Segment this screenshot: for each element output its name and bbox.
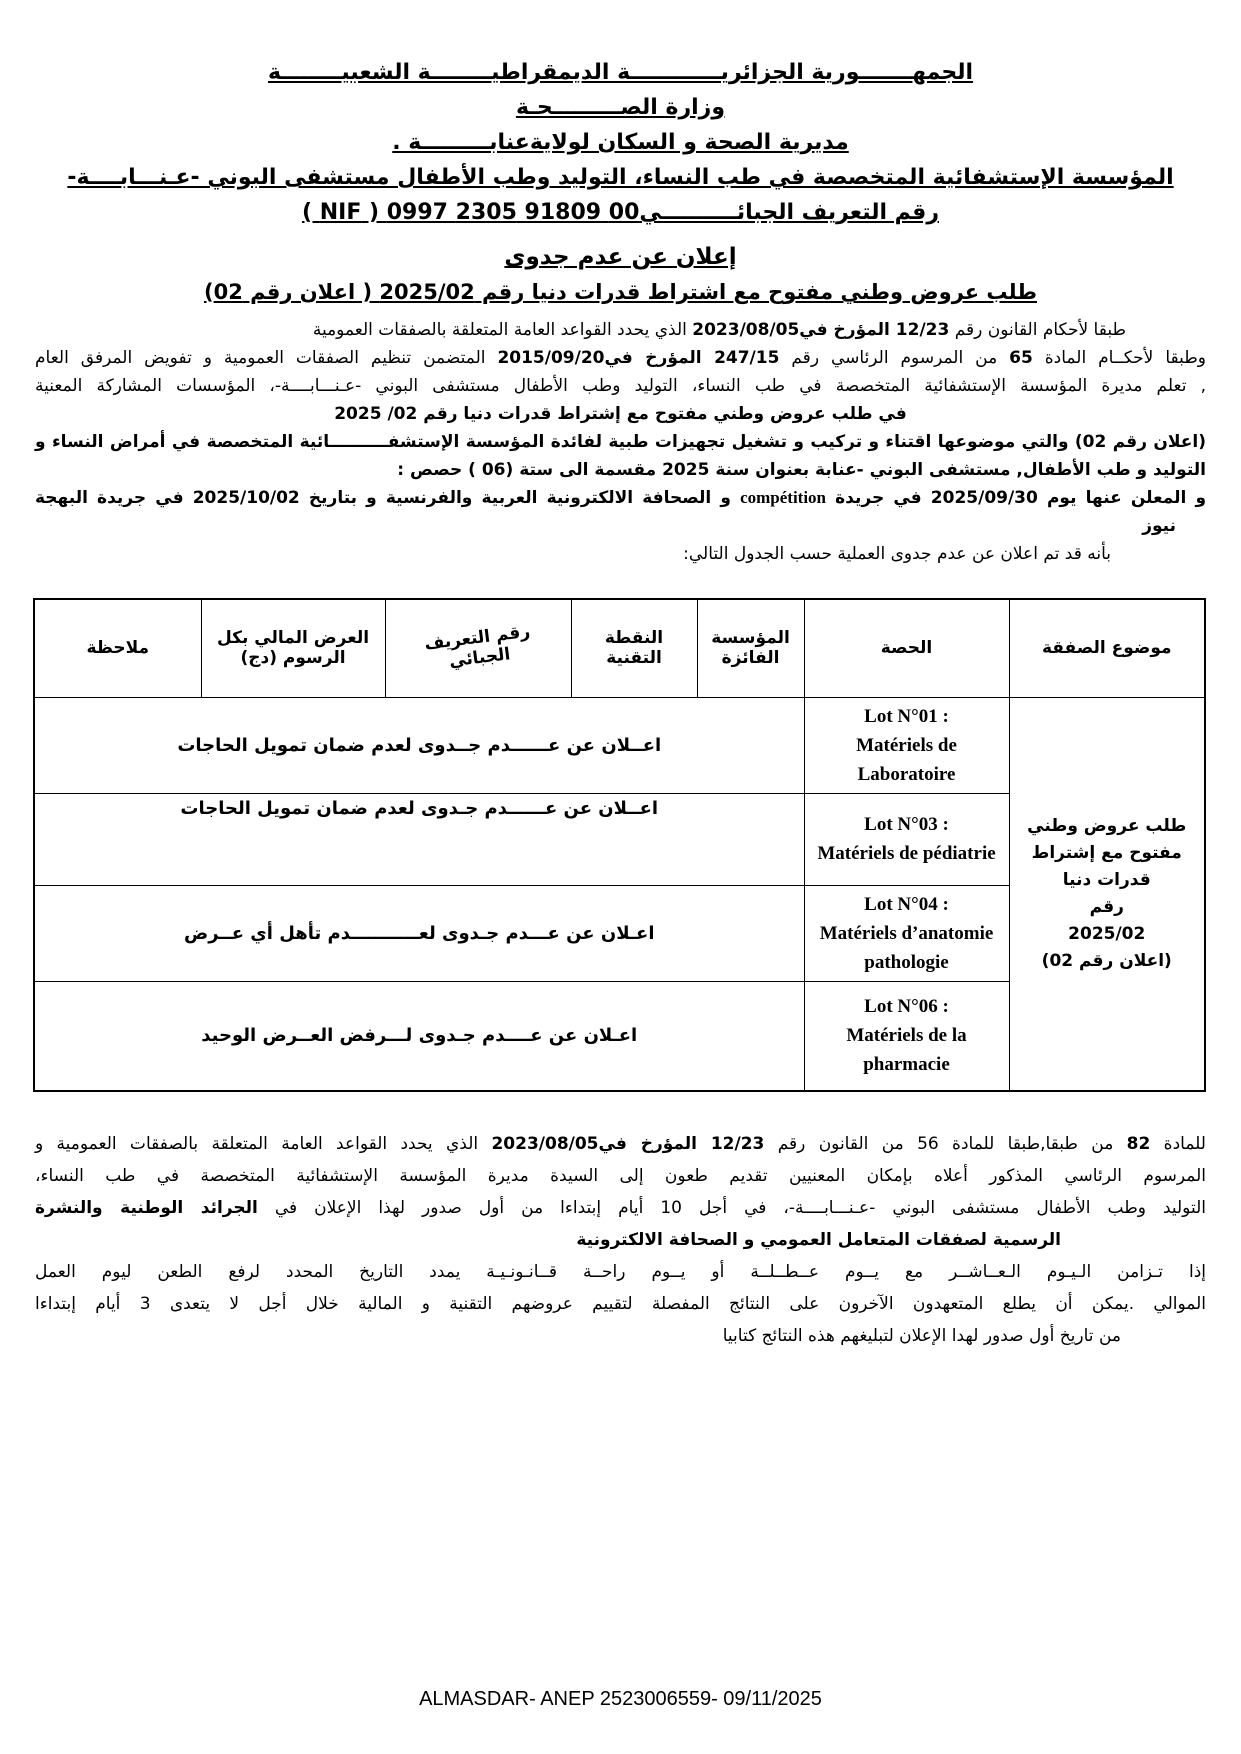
note-cell-03: اعــلان عن عــــــدم جـدوى لعدم ضمان تمويل الحاجات [34, 793, 804, 885]
tax-id-line: رقم التعريف الجبائــــــــــي00 91809 2305 0997 ( NIF ) [302, 200, 939, 225]
col-tech-score: النقطة التقنية [571, 599, 697, 697]
lot-cell-01: Lot N°01 : Matériels de Laboratoire [804, 697, 1009, 793]
col-winner: المؤسسة الفائزة [697, 599, 804, 697]
lot-cell-04: Lot N°04 : Matériels d’anatomie pathologie [804, 885, 1009, 981]
outro-line-5: إذا تـزامن الـيـوم الـعــاشــر مع يــوم عــطــلــة أو يــوم راحــة قــانـونـيـة يمدد التاريخ المحدد لرفع الطعن ليوم العمل [35, 1262, 1206, 1282]
intro-line-7: و المعلن عنها يوم 2025/09/30 في جريدة compétition و الصحافة الالكترونية العربية والفرنسية و بتاريخ 2025/10/02 في جريدة البهجة [35, 488, 1207, 508]
outro-line-7: من تاريخ أول صدور لهدا الإعلان لتبليغهم هذه النتائج كتابيا [722, 1326, 1121, 1346]
outro-line-1: للمادة 82 من طبقا,طبقا للمادة 56 من القانون رقم 12/23 المؤرخ في2023/08/05 الذي يحدد القواعد العامة المتعلقة بالصفقات العمومية و [35, 1134, 1206, 1154]
intro-line-8: نيوز [1142, 516, 1176, 536]
intro-paragraph [35, 316, 1206, 568]
col-tax-id: رقم التعريف الجبائي [385, 599, 571, 697]
col-lot: الحصة [804, 599, 1009, 697]
table-row [34, 697, 1205, 793]
intro-line-5: (اعلان رقم 02) والتي موضوعها اقتناء و تركيب و تشغيل تجهيزات طبية لفائدة المؤسسة الإستشفــــــــــائية المتخصصة في أمراض النساء و [35, 432, 1206, 452]
directorate-title: مديرية الصحة و السكان لولايةعنابـــــــــة . [392, 130, 849, 155]
anep-footer: ALMASDAR- ANEP 2523006559- 09/11/2025 [419, 1688, 822, 1710]
notice-title: إعلان عن عدم جدوى [504, 244, 737, 270]
newspaper-name: compétition [740, 488, 827, 507]
intro-line-3: , تعلم مديرة المؤسسة الإستشفائية المتخصصة في طب النساء، التوليد وطب الأطفال مستشفى البوني -عـنـــابــــة-، المؤسسات المشاركة المعنية [35, 376, 1206, 396]
col-note: ملاحظة [34, 599, 201, 697]
outro-line-6: الموالي .يمكن أن يطلع المتعهدون الآخرون على النتائج المفصلة لتقييم عروضهم التقنية و المالية خلال أجل لا يتعدى 3 أيام إبتداءا [35, 1294, 1206, 1314]
outro-line-3: التوليد وطب الأطفال مستشفى البوني -عـنـــابــــة-، في أجل 10 أيام إبتداءا من أول صدور لهذا الإعلان في الجرائد الوطنية والنشرة [35, 1198, 1206, 1218]
table-header-row [34, 599, 1205, 697]
subject-cell: طلب عروض وطني مفتوح مع إشتراط قدرات دنيا رقم 2025/02 (اعلان رقم 02) [1009, 697, 1205, 1091]
note-cell-06: اعـلان عن عــــدم جـدوى لـــرفض العــرض الوحيد [34, 981, 804, 1091]
note-cell-01: اعــلان عن عــــــدم جــدوى لعدم ضمان تمويل الحاجات [34, 697, 804, 793]
intro-line-9: بأنه قد تم اعلان عن عدم جدوى العملية حسب الجدول التالي: [683, 544, 1111, 564]
lot-cell-03: Lot N°03 : Matériels de pédiatrie [804, 793, 1009, 885]
intro-line-2: وطبقا لأحكــام المادة 65 من المرسوم الرئاسي رقم 247/15 المؤرخ في2015/09/20 المتضمن تنظيم الصفقات العمومية و تفويض المرفق العام [35, 348, 1206, 368]
note-cell-04: اعـلان عن عـــدم جـدوى لعـــــــــــدم تأهل أي عــرض [34, 885, 804, 981]
intro-line-6: التوليد و طب الأطفال, مستشفى البوني -عنابة بعنوان سنة 2025 مقسمة الى ستة (06 ) حصص : [397, 460, 1206, 480]
outro-line-2: المرسوم الرئاسي المذكور أعلاه بإمكان المعنيين تقديم طعون إلى السيدة مديرة المؤسسة الإستشفائية المتخصصة في طب النساء، [35, 1166, 1206, 1186]
col-subject: موضوع الصفقة [1009, 599, 1205, 697]
appeals-paragraph [35, 1128, 1206, 1352]
lot-cell-06: Lot N°06 : Matériels de la pharmacie [804, 981, 1009, 1091]
tender-title: طلب عروض وطني مفتوح مع اشتراط قدرات دنيا رقم 2025/02 ( اعلان رقم 02) [203, 280, 1038, 304]
institution-title: المؤسسة الإستشفائية المتخصصة في طب النساء، التوليد وطب الأطفال مستشفى البوني -عـنـــابــــة- [67, 165, 1174, 190]
outro-line-4: الرسمية لصفقات المتعامل العمومي و الصحافة الالكترونية [576, 1230, 1061, 1250]
letterhead [35, 55, 1206, 230]
col-financial-offer: العرض المالي بكل الرسوم (دج) [201, 599, 385, 697]
intro-line-4: في طلب عروض وطني مفتوح مع إشتراط قدرات دنيا رقم 02/ 2025 [334, 404, 907, 424]
republic-title: الجمهـــــــورية الجزائريــــــــــــة الديمقراطيــــــــة الشعبيــــــــة [267, 60, 974, 85]
ministry-title: وزارة الصـــــــــحـة [515, 95, 726, 120]
results-table [33, 598, 1206, 1092]
intro-line-1: طبقا لأحكام القانون رقم 12/23 المؤرخ في2023/08/05 الذي يحدد القواعد العامة المتعلقة بالصفقات العمومية [312, 320, 1126, 340]
